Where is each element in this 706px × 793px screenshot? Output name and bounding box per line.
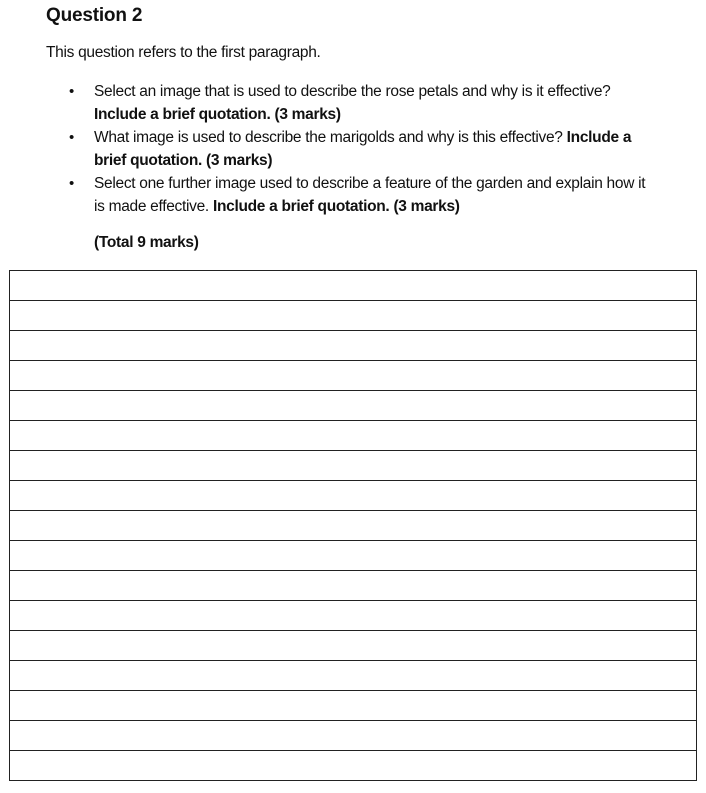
answer-line[interactable]: [10, 631, 696, 661]
bullet-dot-icon: •: [69, 175, 74, 192]
answer-line[interactable]: [10, 271, 696, 301]
answer-line[interactable]: [10, 511, 696, 541]
answer-box[interactable]: [9, 270, 697, 781]
answer-line[interactable]: [10, 421, 696, 451]
answer-line[interactable]: [10, 331, 696, 361]
question-intro: This question refers to the first paragraph.: [46, 44, 321, 61]
bullet-bold-text: Include a brief quotation. (3 marks): [94, 129, 632, 169]
answer-line[interactable]: [10, 751, 696, 781]
question-title: Question 2: [46, 5, 143, 26]
answer-line[interactable]: [10, 661, 696, 691]
answer-line[interactable]: [10, 571, 696, 601]
bullet-text: Select one further image used to describe a feature of the garden and explain how it is made effective.: [94, 175, 646, 215]
bullet-bold-text: Include a brief quotation. (3 marks): [212, 198, 460, 215]
answer-line[interactable]: [10, 601, 696, 631]
answer-line[interactable]: [10, 391, 696, 421]
answer-line[interactable]: [10, 301, 696, 331]
bullet-dot-icon: •: [69, 129, 74, 146]
answer-line[interactable]: [10, 721, 696, 751]
bullet-text: Select an image that is used to describe the rose petals and why is it effective?: [94, 83, 611, 100]
bullet-item: [67, 172, 647, 218]
question-bullet-list: [67, 80, 647, 218]
bullet-text: What image is used to describe the marigolds and why is this effective?: [94, 129, 563, 146]
answer-line[interactable]: [10, 451, 696, 481]
answer-line[interactable]: [10, 541, 696, 571]
bullet-dot-icon: •: [69, 83, 74, 100]
total-marks: (Total 9 marks): [94, 234, 199, 251]
bullet-item: [67, 80, 647, 126]
answer-line[interactable]: [10, 691, 696, 721]
bullet-bold-text: Include a brief quotation. (3 marks): [94, 106, 341, 123]
answer-line[interactable]: [10, 481, 696, 511]
bullet-item: [67, 126, 647, 172]
answer-line[interactable]: [10, 361, 696, 391]
